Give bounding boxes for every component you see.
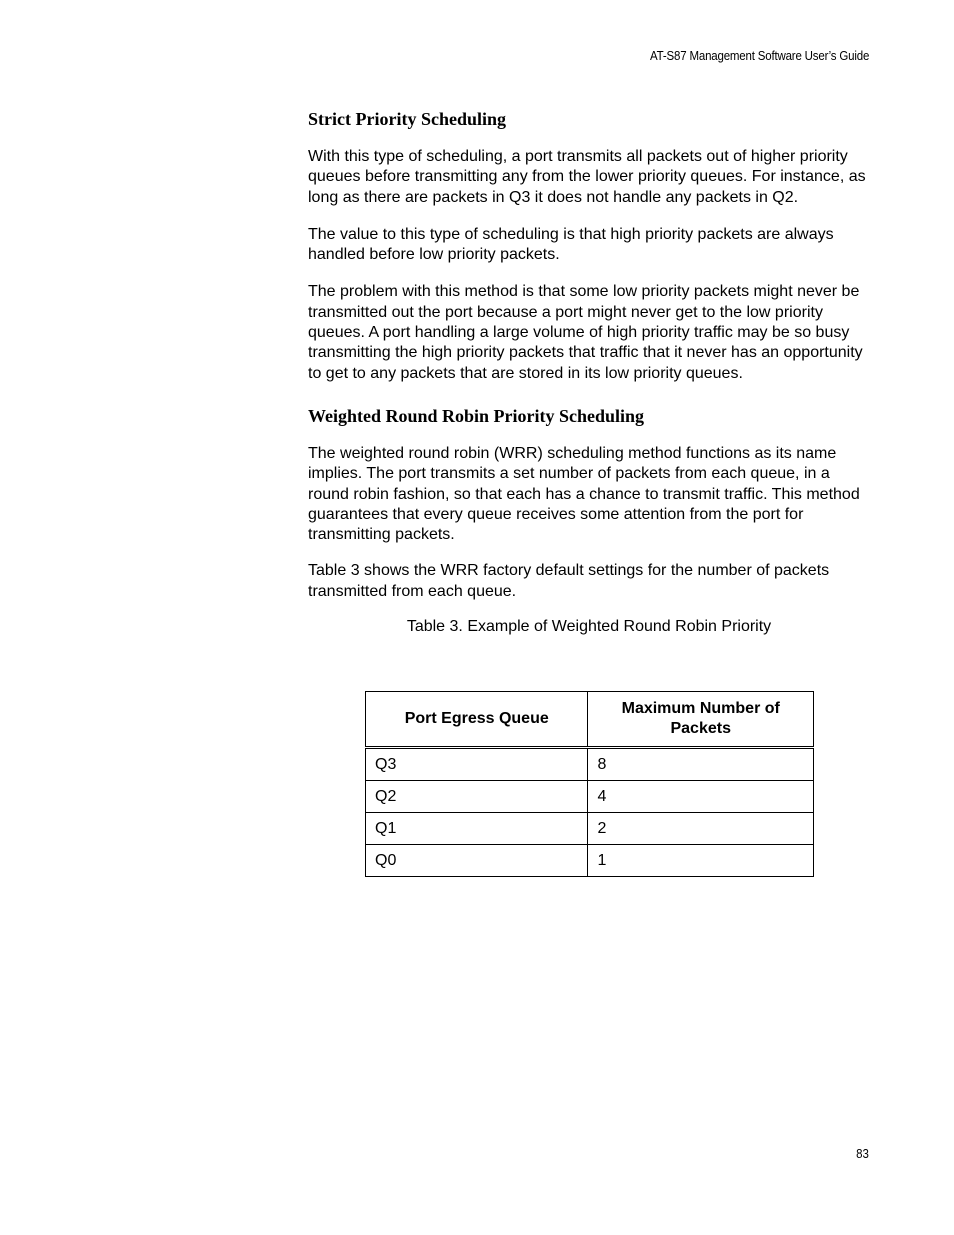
- page-number: 83: [856, 1147, 869, 1161]
- queue-cell: Q1: [366, 813, 588, 845]
- wrr-table: [365, 691, 814, 877]
- packets-cell: 4: [588, 781, 814, 813]
- table-caption: Table 3. Example of Weighted Round Robin Priority: [406, 618, 772, 636]
- table-header-row: [366, 692, 814, 748]
- page-content: [308, 108, 870, 637]
- column-header-maximum-packets: Maximum Number of Packets: [588, 692, 814, 748]
- section-heading-weighted-round-robin: Weighted Round Robin Priority Scheduling: [308, 405, 645, 426]
- table-row: [366, 813, 814, 845]
- table-row: [366, 845, 814, 877]
- packets-cell: 2: [588, 813, 814, 845]
- column-header-port-egress-queue: Port Egress Queue: [366, 692, 588, 748]
- queue-cell: Q2: [366, 781, 588, 813]
- table-row: [366, 748, 814, 781]
- section-heading-strict-priority: Strict Priority Scheduling: [308, 109, 506, 129]
- paragraph: Table 3 shows the WRR factory default settings for the number of packets transmitted from each queue.: [308, 562, 830, 600]
- table-row: [366, 781, 814, 813]
- running-header: AT-S87 Management Software User’s Guide: [649, 49, 869, 63]
- queue-cell: Q3: [366, 748, 588, 781]
- packets-cell: 1: [588, 845, 814, 877]
- paragraph: With this type of scheduling, a port transmits all packets out of higher priority queues before transmitting any from the lower priority queues. For instance, as long as there are packets in Q3 it does not handle any packets in Q2.: [308, 148, 866, 206]
- queue-cell: Q0: [366, 845, 588, 877]
- paragraph: The weighted round robin (WRR) scheduling method functions as its name implies. The port transmits a set number of packets from each queue, in a round robin fashion, so that each has a chance to transmit traffic. This method guarantees that every queue receives some attention from the port for transmitting packets.: [308, 444, 860, 544]
- paragraph: The value to this type of scheduling is that high priority packets are always handled before low priority packets.: [308, 225, 834, 264]
- paragraph: The problem with this method is that some low priority packets might never be transmitted out the port because a port might never get to the low priority queues. A port handling a large volume of high priority traffic may be so busy transmitting the high priority packets that traffic that it never has an opportunity to get to any packets that are stored in its low priority queues.: [308, 283, 863, 382]
- packets-cell: 8: [588, 748, 814, 781]
